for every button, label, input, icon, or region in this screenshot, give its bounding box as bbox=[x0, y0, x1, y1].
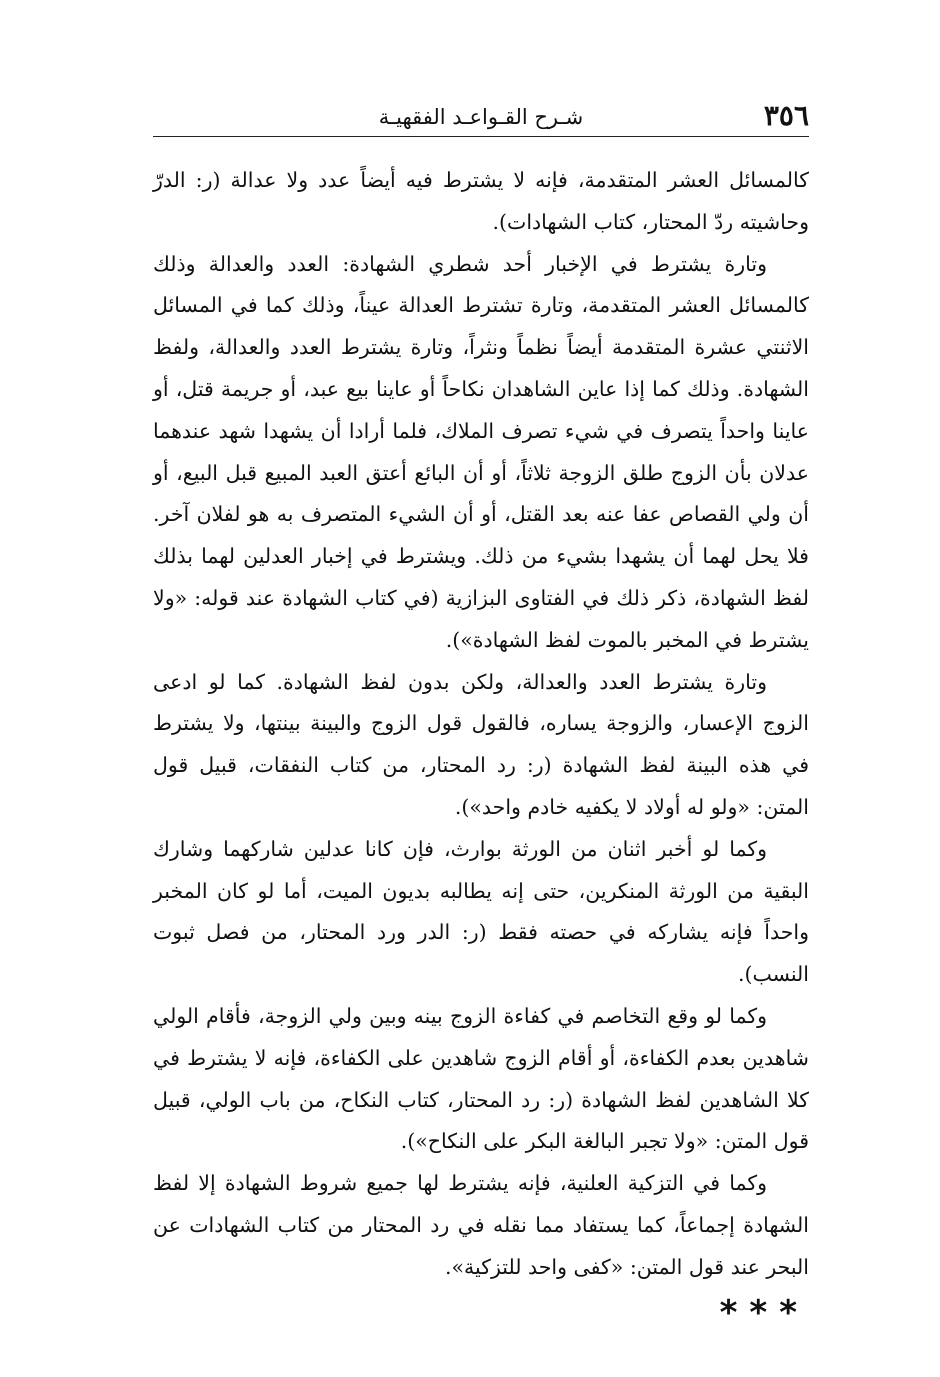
paragraph-continuation: كالمسائل العشر المتقدمة، فإنه لا يشترط فيه أيضاً عدد ولا عدالة (ر: الدرّ وحاشيته ردّ المحتار، كتاب الشهادات). bbox=[153, 168, 809, 234]
paragraph: وتارة يشترط العدد والعدالة، ولكن بدون لفظ الشهادة. كما لو ادعى الزوج الإعسار، والزوجة يساره، فالقول قول الزوج والبينة بينتها، ولا يشترط في هذه البينة لفظ الشهادة (ر: رد المحتار، من كتاب النفقات، قبيل قول المتن: «ولو له أولاد لا يكفيه خادم واحد»). bbox=[153, 669, 809, 819]
text-body bbox=[153, 160, 809, 1333]
page-header bbox=[153, 96, 809, 137]
paragraph: وتارة يشترط في الإخبار أحد شطري الشهادة: العدد والعدالة وذلك كالمسائل العشر المتقدمة، وتارة تشترط العدالة عيناً، وذلك كما في المسائل الاثنتي عشرة المتقدمة أيضاً نظماً ونثراً، وتارة يشترط العدد والعدالة، ولفظ الشهادة. وذلك كما إذا عاين الشاهدان نكاحاً أو عاينا بيع عبد، أو جريمة قتل، أو عاينا واحداً يتصرف في شيء تصرف الملاك، فلما أرادا أن يشهدا شهد عندهما عدلان بأن الزوج طلق الزوجة ثلاثاً، أو أن البائع أعتق العبد المبيع قبل البيع، أو أن ولي القصاص عفا عنه بعد القتل، أو أن الشيء المتصرف به هو لفلان آخر. فلا يحل لهما أن يشهدا بشيء من ذلك. ويشترط في إخبار العدلين لهما بذلك لفظ الشهادة، ذكر ذلك في الفتاوى البزازية (في كتاب الشهادة عند قوله: «ولا يشترط في المخبر بالموت لفظ الشهادة»). bbox=[153, 251, 809, 652]
paragraph: وكما في التزكية العلنية، فإنه يشترط لها جميع شروط الشهادة إلا لفظ الشهادة إجماعاً، كما يستفاد مما نقله في رد المحتار من كتاب الشهادات عن البحر عند قول المتن: «كفى واحد للتزكية». bbox=[153, 1171, 809, 1279]
page-number: ٣٥٦ bbox=[763, 99, 809, 132]
section-separator: *** bbox=[719, 1292, 809, 1333]
running-title: شـرح القـواعـد الفقهيـة bbox=[378, 105, 584, 129]
paragraph: وكما لو أخبر اثنان من الورثة بوارث، فإن كانا عدلين شاركهما وشارك البقية من الورثة المنكرين، حتى إنه يطالبه بديون الميت، أما لو كان المخبر واحداً فإنه يشاركه في حصته فقط (ر: الدر ورد المحتار، من فصل ثبوت النسب). bbox=[153, 836, 809, 987]
paragraph: وكما لو وقع التخاصم في كفاءة الزوج بينه وبين ولي الزوجة، فأقام الولي شاهدين بعدم الكفاءة، أو أقام الزوج شاهدين على الكفاءة، فإنه لا يشترط في كلا الشاهدين لفظ الشهادة (ر: رد المحتار، كتاب النكاح، من باب الولي، قبيل قول المتن: «ولا تجبر البالغة البكر على النكاح»). bbox=[153, 1003, 809, 1154]
